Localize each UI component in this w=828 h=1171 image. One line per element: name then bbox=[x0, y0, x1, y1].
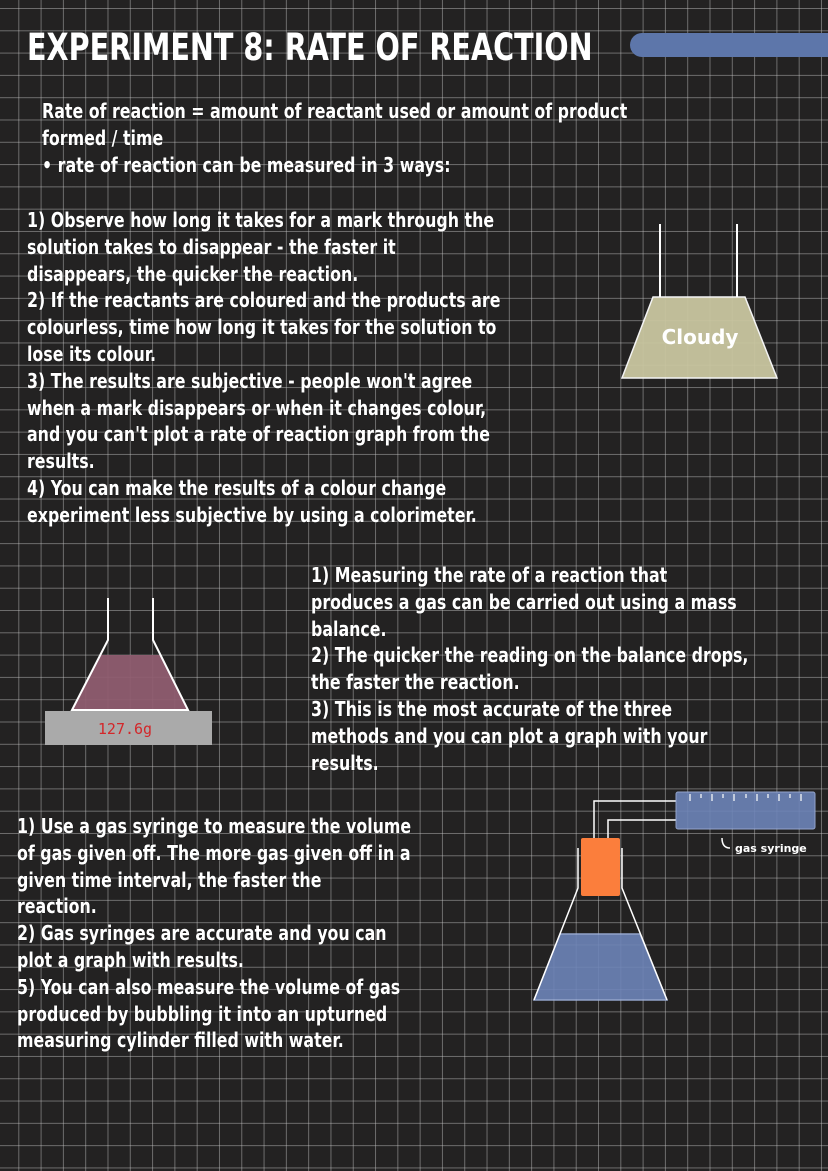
text-line: produced by bubbling it into an upturned bbox=[17, 1001, 388, 1026]
text-line: 5) You can also measure the volume of gas bbox=[17, 974, 401, 999]
text-line: disappears, the quicker the reaction. bbox=[27, 261, 359, 286]
balance-reading: 127.6g bbox=[97, 720, 153, 738]
text-line: methods and you can plot a graph with your bbox=[311, 723, 708, 748]
text-line: lose its colour. bbox=[27, 341, 157, 366]
text-line: plot a graph with results. bbox=[17, 947, 244, 972]
text-line: 3) The results are subjective - people won't agree bbox=[27, 368, 473, 393]
text-line: balance. bbox=[311, 616, 387, 641]
text-line: and you can't plot a rate of reaction graph from the bbox=[27, 422, 490, 447]
text-line: solution takes to disappear - the faster it bbox=[27, 234, 396, 259]
balance-flask bbox=[45, 598, 212, 745]
text-line: 1) Observe how long it takes for a mark through the bbox=[27, 208, 495, 232]
text-line: 2) Gas syringes are accurate and you can bbox=[17, 921, 387, 946]
text-line: measuring cylinder filled with water. bbox=[17, 1028, 344, 1053]
text-line: when a mark disappears or when it changes colour, bbox=[27, 395, 487, 420]
text-line: produces a gas can be carried out using a mass bbox=[311, 589, 737, 614]
text-line: 2) The quicker the reading on the balance drops, bbox=[311, 643, 749, 668]
text-line: experiment less subjective by using a colorimeter. bbox=[27, 502, 477, 527]
text-line: formed / time bbox=[42, 125, 164, 150]
gas-syringe-setup bbox=[534, 792, 815, 1000]
stopper bbox=[581, 838, 620, 896]
text-line: given time interval, the faster the bbox=[17, 867, 322, 892]
cloudy-flask bbox=[622, 224, 777, 378]
cloudy-label: Cloudy bbox=[661, 325, 739, 349]
text-line: 1) Measuring the rate of a reaction that bbox=[311, 563, 668, 587]
text-line: of gas given off. The more gas given off in a bbox=[17, 840, 411, 865]
text-line: results. bbox=[311, 750, 379, 775]
syringe-label: gas syringe bbox=[735, 842, 807, 855]
text-line: results. bbox=[27, 449, 95, 474]
text-line: Rate of reaction = amount of reactant used or amount of product bbox=[42, 99, 628, 123]
text-line: the faster the reaction. bbox=[311, 670, 520, 695]
text-line: colourless, time how long it takes for the solution to bbox=[27, 315, 497, 340]
text-line: 3) This is the most accurate of the three bbox=[311, 696, 673, 721]
page-title: EXPERIMENT 8: RATE OF REACTION bbox=[27, 26, 593, 69]
text-line: 2) If the reactants are coloured and the products are bbox=[27, 288, 501, 313]
text-line: 1) Use a gas syringe to measure the volume bbox=[17, 814, 412, 838]
text-line: 4) You can make the results of a colour change bbox=[27, 475, 447, 500]
arrow-icon bbox=[722, 838, 730, 848]
text-line: • rate of reaction can be measured in 3 ways: bbox=[42, 152, 451, 177]
text-line: reaction. bbox=[17, 894, 97, 919]
